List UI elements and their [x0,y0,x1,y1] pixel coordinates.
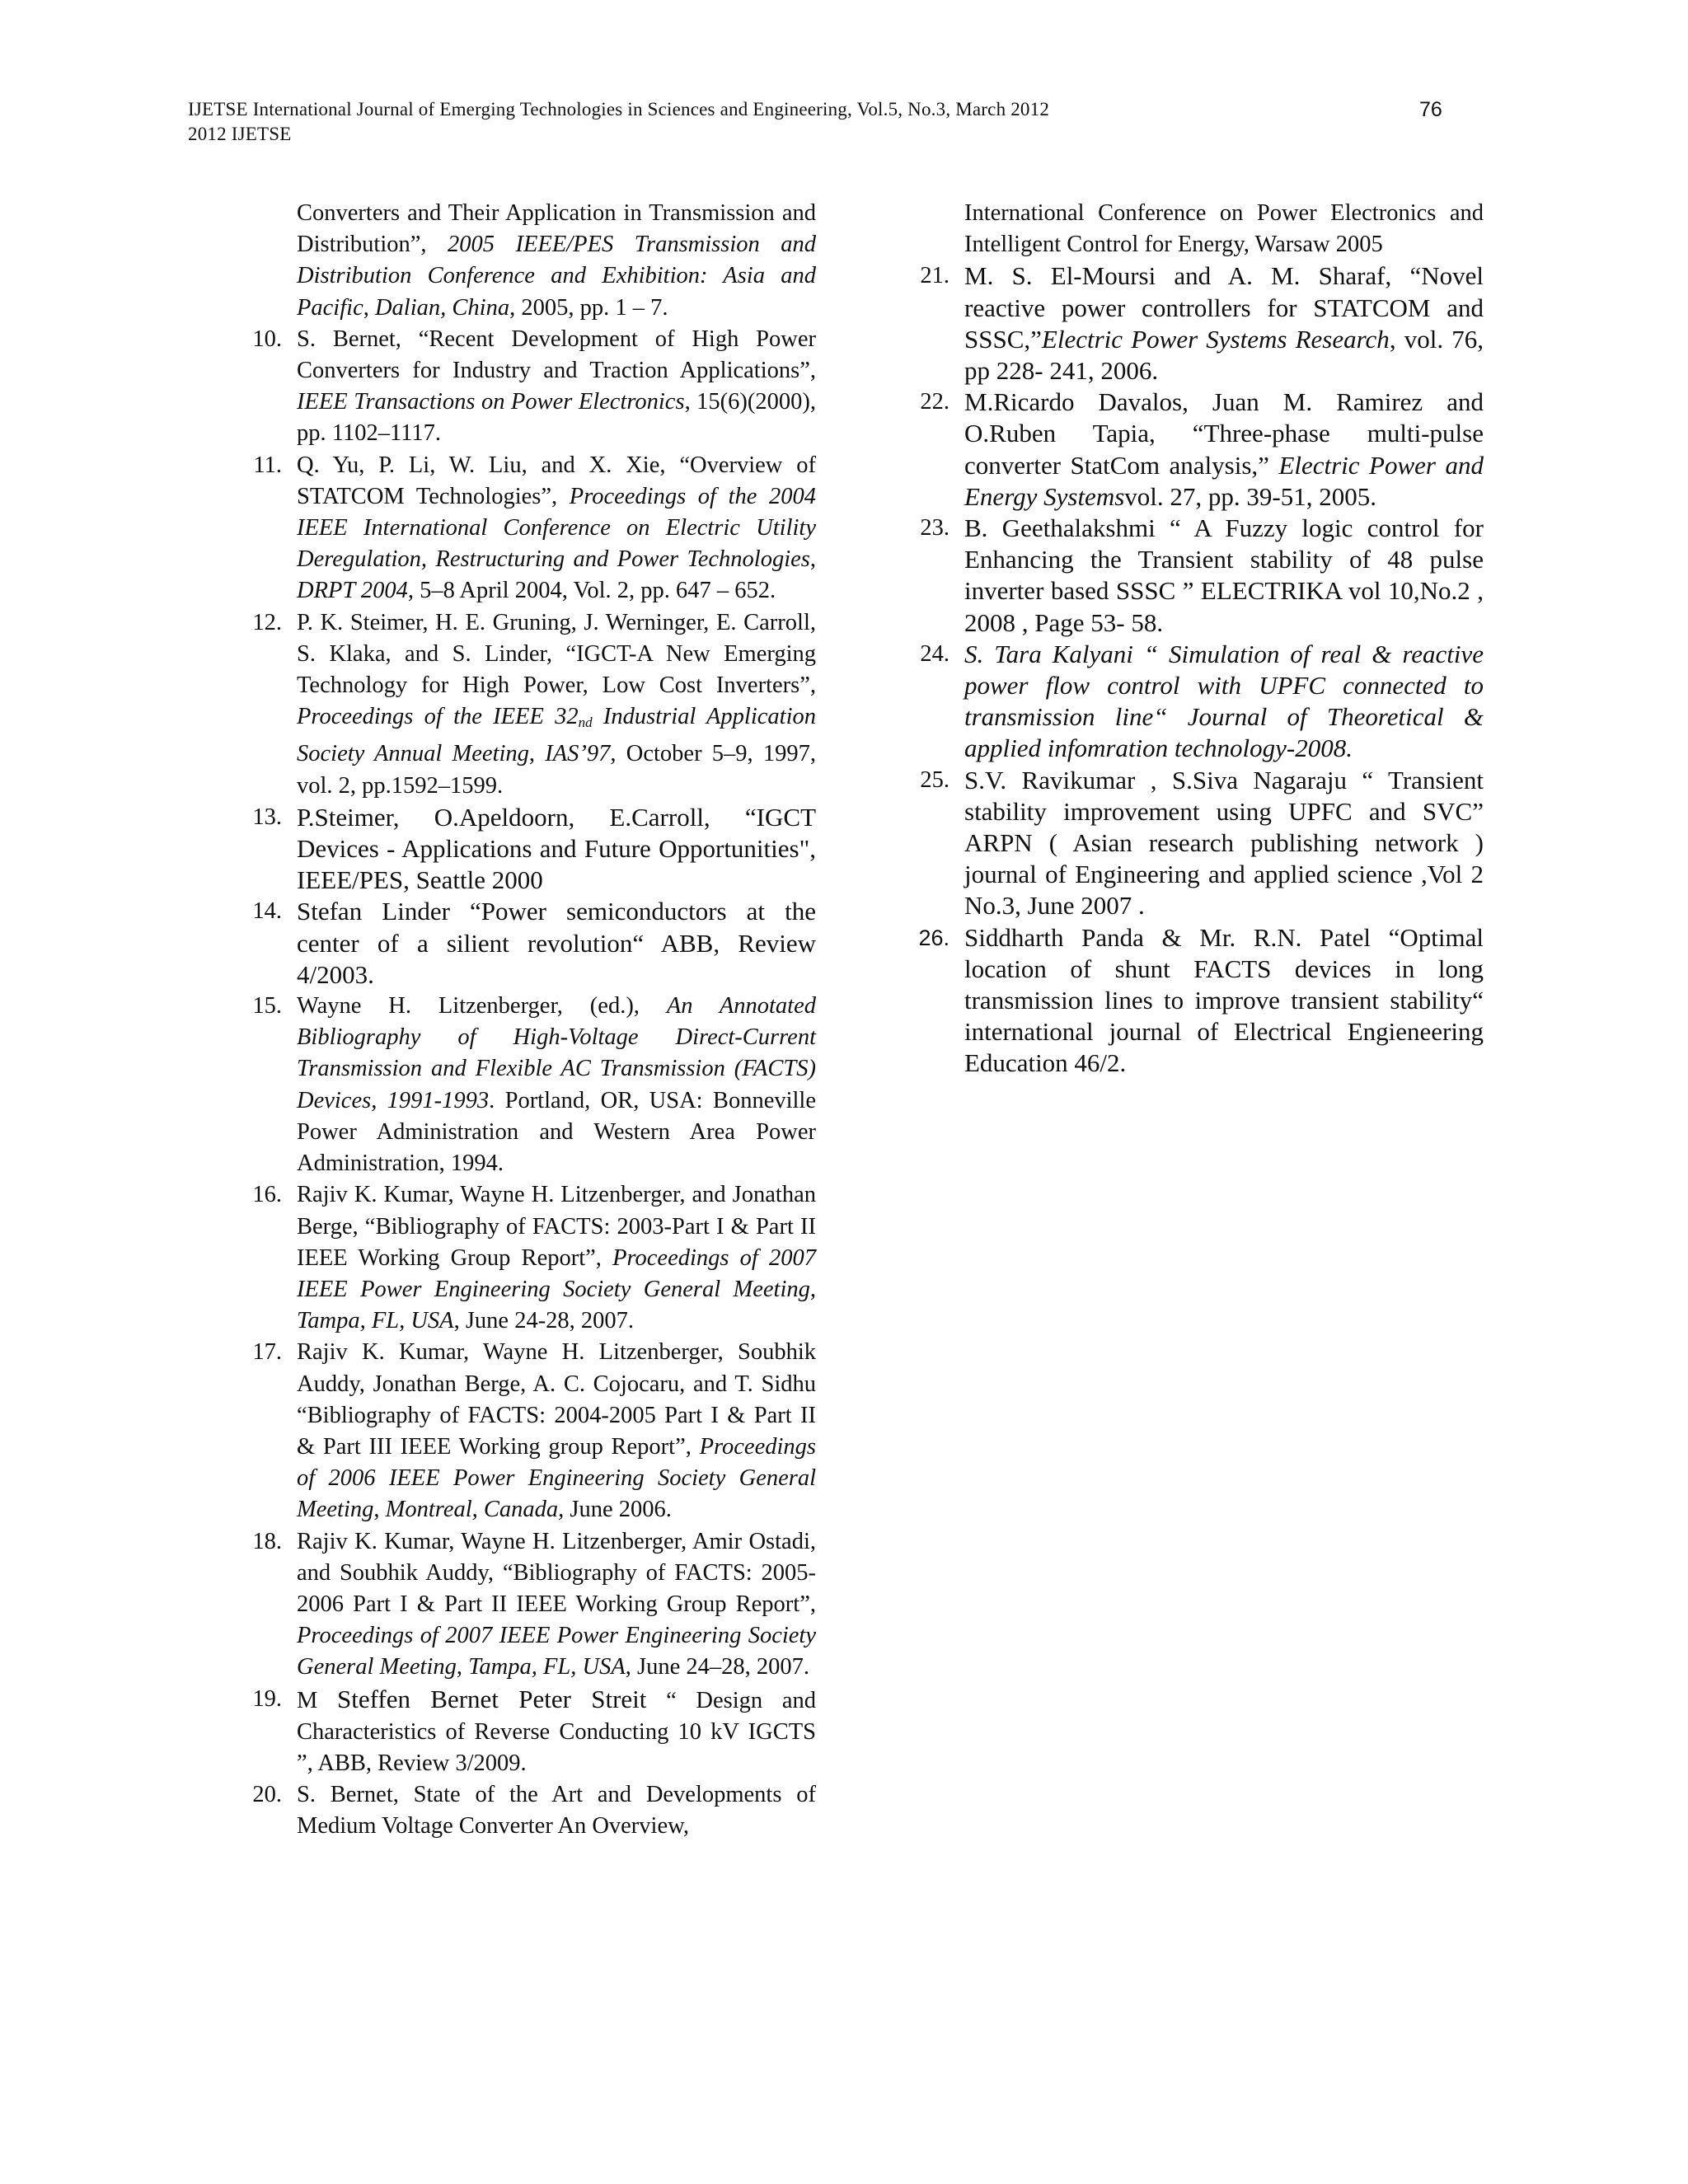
ref-venue: Proceedings of 2007 IEEE Power Engineering Society General Meeting [297,1623,816,1680]
ref-venue: DRPT 2004 [297,578,408,604]
ref-number: 12. [252,609,282,635]
ref-location: Tampa, FL, USA [468,1654,626,1680]
running-header [188,97,1507,147]
ref-text: M. S. El-Moursi and A. M. Sharaf, “Novel reactive power controllers for STATCOM and SSSC,” [964,261,1484,354]
ref-number: 23. [920,515,950,541]
ref-number: 16. [252,1182,282,1208]
ref-text: , 2005, pp. 1 – 7. [509,294,668,321]
reference-11 [231,450,816,607]
ref-location: Montreal, Canada, [385,1497,565,1523]
ref-text: June 2006. [564,1497,672,1523]
ref-venue: An Annotated Bibliography of High-Voltage Direct-Current Transmission and Flexible AC Transmission (FACTS) Devices, 1991-1993 [297,993,816,1113]
ref-venue: Electric Power and Energy Systems [964,450,1484,511]
reference-25 [898,765,1484,922]
ref-venue: IEEE Transactions on Power Electronics [297,389,685,415]
ref-text: , June 24-28, 2007. [453,1308,635,1334]
ref-text: , [809,546,816,573]
reference-22 [898,387,1484,513]
ref-number: 25. [920,766,950,793]
ref-venue: 2005 IEEE/PES Transmission and Distribution Conference and Exhibition: Asia and Pacific [297,232,817,321]
ref-text: P. K. Steimer, H. E. Gruning, J. Werninger, E. Carroll, S. Klaka, and S. Linder, “IGCT-A New Emerging Technology for High Power, Low Cost Inverters”, [297,609,816,699]
ref-text: , June 24–28, 2007. [625,1654,809,1680]
ref-venue: Proceedings of the IEEE 32 [297,704,579,730]
references-right-column [898,198,1484,1080]
ref-text: S. Tara Kalyani “ Simulation of real & reactive power flow control with UPFC connected to transmission line“ Journal of Theoretical & applied infomration technology-2008. [964,639,1484,763]
ref-number: 14. [252,898,282,925]
ref-text: , vol. 76, pp 228- 241, 2006. [964,324,1484,386]
ref-text: B. Geethalakshmi “ A Fuzzy logic control for Enhancing the Transient stability of 48 pulse inverter based SSSC ” ELECTRIKA vol 10,No.2 , 2008 , Page 53- 58. [964,513,1484,637]
references-left-column [231,198,816,1843]
ref-number: 22. [920,389,950,415]
ref-text: , 5–8 April 2004, Vol. 2, pp. 647 – 652. [407,578,776,604]
reference-10 [231,324,816,450]
ref-text: M.Ricardo Davalos, Juan M. Ramirez and O.Ruben Tapia, “Three-phase multi-pulse converter StatCom analysis,” [964,387,1484,480]
ref-venue: Proceedings of 2007 IEEE Power Engineering Society General Meeting [297,1244,816,1302]
reference-20-continuation: International Conference on Power Electronics and Intelligent Control for Energy, Warsaw 2005 [964,200,1484,258]
ref-number: 19. [252,1685,282,1712]
ref-venue: Industrial Application Society Annual Meeting [297,704,816,767]
ref-number: 21. [920,263,950,289]
journal-title: IJETSE International Journal of Emerging Technologies in Sciences and Engineering, Vol.5, No.3, March 2012 [188,99,1050,120]
ref-number: 15. [252,993,282,1019]
ref-text: Siddharth Panda & Mr. R.N. Patel “Optimal location of shunt FACTS devices in long transmission lines to improve transient stability“ international journal of Electrical Engieneering Education 46/2. [964,922,1484,1078]
ref-text: P.Steimer, O.Apeldoorn, E.Carroll, “IGCT Devices - Applications and Future Opportunities", IEEE/PES, Seattle 2000 [297,802,816,895]
ref-text: Q. Yu, P. Li, W. Liu, and X. Xie, “Overview of STATCOM Technologies”, [297,452,816,509]
ref-location: Dalian, China [374,294,510,321]
ref-text: . Portland, OR, USA: Bonneville Power Administration and Western Area Power Administration, 1994. [297,1087,816,1177]
reference-19 [231,1684,816,1780]
ref-text: M [297,1687,338,1713]
ref-authors: Steffen Bernet Peter Streit [337,1684,647,1713]
ref-ordinal-suffix: nd [578,715,593,731]
ref-text: , 15(6)(2000), pp. 1102–1117. [297,389,817,447]
ref-number: 24. [920,640,950,667]
ref-text: , [809,1276,816,1302]
ref-location: Tampa, FL, USA [297,1308,454,1334]
reference-15 [231,991,816,1179]
ref-venue: IAS’97 [545,741,611,767]
ref-number: 10. [252,326,282,352]
ref-text: Converters and Their Application in Transmission and Distribution”, [297,200,816,258]
reference-18 [231,1526,816,1684]
ref-text: S. Bernet, “Recent Development of High Power Converters for Industry and Traction Applications”, [297,326,816,384]
ref-venue: Proceedings of 2006 IEEE Power Engineering Society General Meeting [297,1433,816,1523]
ref-venue: Electric Power Systems Research [1041,324,1390,354]
reference-14 [231,896,816,991]
ref-text: Rajiv K. Kumar, Wayne H. Litzenberger, and Jonathan Berge, “Bibliography of FACTS: 2003-Part I & Part II IEEE Working Group Report”, [297,1182,816,1271]
ref-text: Stefan Linder “Power semiconductors at the center of a silient revolution“ ABB, Review 4/2003. [297,897,816,989]
ref-number: 20. [252,1782,282,1808]
ref-number: 17. [252,1339,282,1366]
reference-21 [898,260,1484,387]
reference-12 [231,607,816,802]
ref-text: , [363,294,375,321]
reference-13 [231,802,816,897]
ref-text: S. Bernet, State of the Art and Developments of Medium Voltage Converter An Overview, [297,1782,816,1840]
reference-20 [231,1779,816,1842]
reference-26 [898,922,1484,1080]
ref-number: 13. [252,804,282,830]
reference-23 [898,513,1484,639]
page-number: 76 [1419,98,1442,121]
ref-number: 26. [918,925,950,950]
reference-24 [898,639,1484,765]
ref-text: , [456,1654,469,1680]
reference-9-continuation [231,198,816,324]
ref-number: 18. [252,1528,282,1554]
ref-text: , October 5–9, 1997, vol. 2, pp.1592–1599. [297,741,817,799]
ref-text: , [373,1497,386,1523]
ref-text: , [528,741,546,767]
ref-text: Rajiv K. Kumar, Wayne H. Litzenberger, Soubhik Auddy, Jonathan Berge, A. C. Cojocaru, and T. Sidhu “Bibliography of FACTS: 2004-2005 Part I & Part II & Part III IEEE Working group Report”, [297,1339,816,1460]
reference-16 [231,1179,816,1337]
ref-text: Wayne H. Litzenberger, (ed.), [297,993,667,1019]
ref-text: vol. 27, pp. 39-51, 2005. [1124,481,1376,511]
ref-text: Rajiv K. Kumar, Wayne H. Litzenberger, Amir Ostadi, and Soubhik Auddy, “Bibliography of FACTS: 2005-2006 Part I & Part II IEEE Working Group Report”, [297,1528,816,1617]
reference-17 [231,1337,816,1526]
ref-text: “ Design and Characteristics of Reverse Conducting 10 kV IGCTS ”, ABB, Review 3/2009. [297,1687,816,1776]
ref-number: 11. [253,452,282,478]
copyright-line: 2012 IJETSE [188,124,292,144]
ref-text: S.V. Ravikumar , S.Siva Nagaraju “ Transient stability improvement using UPFC and SVC” ARPN ( Asian research publishing network ) journal of Engineering and applied science ,Vol 2 No.3, June 2007 . [964,765,1484,921]
ref-venue: Proceedings of the 2004 IEEE International Conference on Electric Utility Deregulation, Restructuring and Power Technologies [297,483,817,573]
